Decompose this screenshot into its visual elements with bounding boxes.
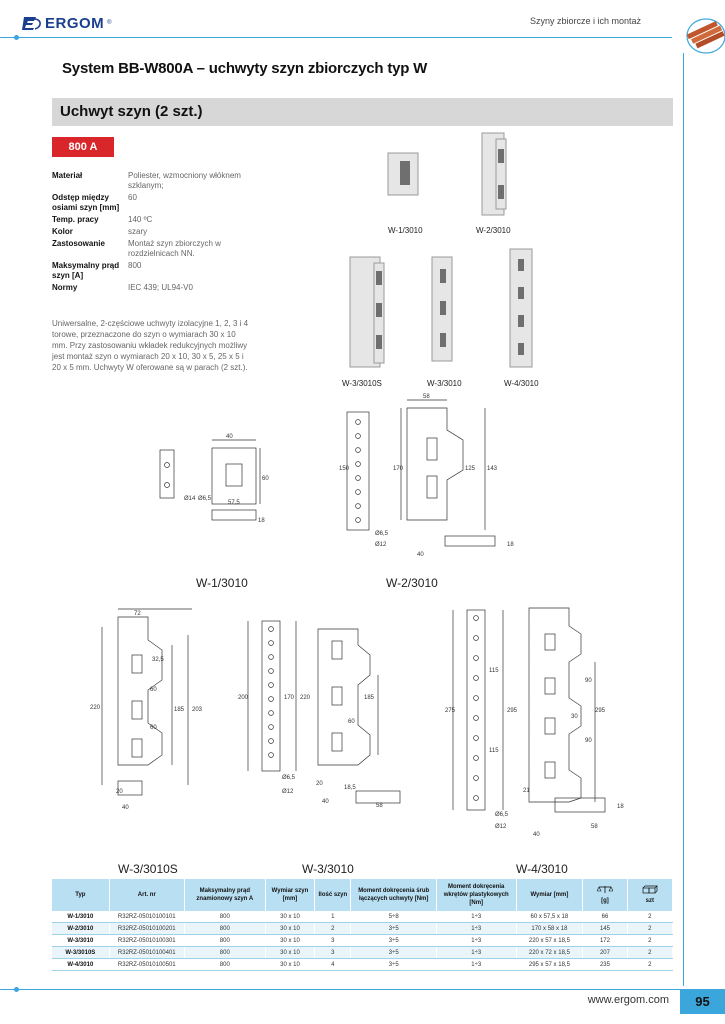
table-header-row xyxy=(52,879,673,911)
spec-value: 140 ºC xyxy=(128,215,153,224)
table-cell: 1÷3 xyxy=(436,947,516,959)
spec-row xyxy=(52,193,252,215)
page-number: 95 xyxy=(680,989,725,1014)
table-cell: 5÷8 xyxy=(351,911,436,923)
svg-text:57,5: 57,5 xyxy=(228,500,240,506)
right-margin-rule xyxy=(683,53,684,986)
drawing-label-w4: W-4/3010 xyxy=(516,862,568,876)
svg-text:32,5: 32,5 xyxy=(152,657,164,663)
spec-row xyxy=(52,227,252,239)
table-header-art-nr: Art. nr xyxy=(109,879,184,911)
svg-text:143: 143 xyxy=(487,466,498,472)
svg-text:275: 275 xyxy=(445,708,456,714)
drawing-label-w3s: W-3/3010S xyxy=(118,862,178,876)
table-cell: 4 xyxy=(315,959,351,971)
table-cell: 220 x 57 x 18,5 xyxy=(516,935,583,947)
table-cell: 3 xyxy=(315,935,351,947)
table-cell: 2 xyxy=(627,923,672,935)
spec-row xyxy=(52,171,252,193)
table-header-max-current: Maksymalny prąd znamionowy szyn A xyxy=(184,879,265,911)
table-cell: 220 x 72 x 18,5 xyxy=(516,947,583,959)
table-header-bar-count: Ilość szyn xyxy=(315,879,351,911)
table-cell: 3÷5 xyxy=(351,947,436,959)
table-cell: R32RZ-05010100401 xyxy=(109,947,184,959)
table-cell: 2 xyxy=(315,923,351,935)
table-header-bar-size: Wymiar szyn [mm] xyxy=(265,879,314,911)
svg-text:170: 170 xyxy=(393,466,404,472)
photo-row-top xyxy=(386,125,536,235)
spec-key: Normy xyxy=(52,283,78,292)
section-title: Uchwyt szyn (2 szt.) xyxy=(60,103,203,120)
table-cell: 3÷5 xyxy=(351,959,436,971)
spec-key: Zastosowanie xyxy=(52,239,105,248)
svg-text:115: 115 xyxy=(489,668,499,674)
spec-key: Kolor xyxy=(52,227,73,236)
svg-text:Ø6,5: Ø6,5 xyxy=(198,496,212,502)
header-rule xyxy=(0,37,672,38)
photo-label-w3s: W-3/3010S xyxy=(342,379,382,388)
svg-text:200: 200 xyxy=(238,695,249,701)
svg-text:220: 220 xyxy=(300,695,311,701)
svg-text:58: 58 xyxy=(376,803,383,809)
svg-text:30: 30 xyxy=(571,714,578,720)
table-row xyxy=(52,959,673,971)
table-row xyxy=(52,935,673,947)
svg-text:220: 220 xyxy=(90,705,101,711)
table-cell: 2 xyxy=(627,959,672,971)
svg-text:Ø12: Ø12 xyxy=(282,789,294,795)
table-cell: 2 xyxy=(627,911,672,923)
spec-value: szary xyxy=(128,227,148,236)
svg-text:90: 90 xyxy=(585,678,592,684)
footer-url[interactable]: www.ergom.com xyxy=(587,994,669,1006)
table-cell: 1÷3 xyxy=(436,923,516,935)
table-cell: 170 x 58 x 18 xyxy=(516,923,583,935)
svg-text:Ø6,5: Ø6,5 xyxy=(282,775,296,781)
photo-label-w3: W-3/3010 xyxy=(427,379,462,388)
table-row xyxy=(52,911,673,923)
spec-key: Odstęp między osiami szyn [mm] xyxy=(52,193,120,212)
drawing-w3s xyxy=(88,605,228,820)
table-cell: 800 xyxy=(184,935,265,947)
table-cell: 207 xyxy=(583,947,627,959)
table-cell: 30 x 10 xyxy=(265,947,314,959)
svg-text:Ø6,5: Ø6,5 xyxy=(495,812,509,818)
table-cell: 172 xyxy=(583,935,627,947)
photo-label-w4: W-4/3010 xyxy=(504,379,539,388)
svg-text:40: 40 xyxy=(322,799,329,805)
table-cell: W-3/3010 xyxy=(52,935,109,947)
photo-w3s xyxy=(350,257,384,367)
spec-value: IEC 439; UL94-V0 xyxy=(128,283,193,292)
pieces-unit: szt xyxy=(645,898,654,904)
spec-row xyxy=(52,215,252,227)
table-cell: 30 x 10 xyxy=(265,923,314,935)
svg-text:18: 18 xyxy=(507,542,514,548)
drawing-w2 xyxy=(335,390,520,560)
brand-registered-mark: ® xyxy=(107,20,112,26)
spec-key: Materiał xyxy=(52,171,83,180)
table-cell: 60 x 57,5 x 18 xyxy=(516,911,583,923)
footer-rule xyxy=(0,989,680,990)
header-section-title: Szyny zbiorcze i ich montaż xyxy=(529,16,641,26)
photo-row-middle xyxy=(340,245,550,375)
table-cell: 800 xyxy=(184,911,265,923)
current-rating-badge: 800 A xyxy=(52,137,114,157)
svg-text:60: 60 xyxy=(262,476,269,482)
table-header-screw-torque: Moment dokręcenia wkrętów plastykowych [Nm] xyxy=(436,879,516,911)
brand-name: ERGOM xyxy=(45,14,105,32)
table-cell: 1÷3 xyxy=(436,959,516,971)
table-cell: 30 x 10 xyxy=(265,911,314,923)
photo-label-w1: W-1/3010 xyxy=(388,226,423,235)
svg-text:295: 295 xyxy=(595,708,606,714)
spec-row xyxy=(52,283,252,295)
svg-text:18: 18 xyxy=(258,518,265,524)
drawing-w4 xyxy=(445,602,630,837)
spec-key: Temp. pracy xyxy=(52,215,99,224)
table-cell: W-3/3010S xyxy=(52,947,109,959)
table-cell: 30 x 10 xyxy=(265,935,314,947)
svg-text:115: 115 xyxy=(489,748,499,754)
drawing-w1 xyxy=(150,430,270,540)
table-cell: 3 xyxy=(315,947,351,959)
spec-key: Maksymalny prąd szyn [A] xyxy=(52,261,120,280)
table-cell: 66 xyxy=(583,911,627,923)
spec-value: Poliester, wzmocniony włóknem szklanym; xyxy=(128,171,241,190)
svg-text:170: 170 xyxy=(284,695,295,701)
weight-unit: [g] xyxy=(601,898,609,904)
svg-text:90: 90 xyxy=(585,738,592,744)
drawing-label-w3: W-3/3010 xyxy=(302,862,354,876)
spec-row xyxy=(52,261,252,283)
photo-w2 xyxy=(482,133,506,215)
svg-text:60: 60 xyxy=(348,719,355,725)
svg-text:40: 40 xyxy=(122,805,129,811)
table-cell: 2 xyxy=(627,947,672,959)
svg-text:40: 40 xyxy=(533,832,540,837)
table-cell: R32RZ-05010100501 xyxy=(109,959,184,971)
svg-text:40: 40 xyxy=(417,552,424,558)
table-cell: 235 xyxy=(583,959,627,971)
svg-text:295: 295 xyxy=(507,708,518,714)
package-icon xyxy=(642,885,658,894)
table-cell: 1÷3 xyxy=(436,935,516,947)
product-description: Uniwersalne, 2-częściowe uchwyty izolacyjne 1, 2, 3 i 4 torowe, przeznaczone do szyn o wymiarach 30 x 10 mm. Przy zastosowaniu wkładek redukcyjnych możliwy jest montaż szyn o wymiarach 20 x 10, 30 x 5, 25 x 5 i 20 x 5 mm. Uchwyty W oferowane są w parach (2 szt.). xyxy=(52,319,249,372)
busbar-icon xyxy=(679,14,725,54)
svg-text:Ø6,5: Ø6,5 xyxy=(375,531,389,537)
spec-value: Montaż szyn zbiorczych w rozdzielnicach NN. xyxy=(128,239,221,258)
table-cell: 1 xyxy=(315,911,351,923)
table-row xyxy=(52,923,673,935)
spec-table xyxy=(52,171,252,295)
svg-text:21: 21 xyxy=(523,788,530,794)
table-cell: 800 xyxy=(184,947,265,959)
svg-text:18: 18 xyxy=(617,804,624,810)
table-cell: 800 xyxy=(184,959,265,971)
svg-text:185: 185 xyxy=(364,695,375,701)
drawing-w3 xyxy=(238,615,413,820)
table-cell: 3÷5 xyxy=(351,935,436,947)
svg-text:72: 72 xyxy=(134,611,141,617)
table-cell: R32RZ-05010100301 xyxy=(109,935,184,947)
ergom-logo xyxy=(22,12,132,34)
svg-text:60: 60 xyxy=(150,687,157,693)
svg-text:60: 60 xyxy=(150,725,157,731)
svg-text:Ø12: Ø12 xyxy=(495,824,507,830)
svg-text:Ø14: Ø14 xyxy=(184,496,196,502)
spec-value: 800 xyxy=(128,261,142,270)
svg-text:58: 58 xyxy=(423,394,430,400)
spec-row xyxy=(52,239,252,261)
spec-value: 60 xyxy=(128,193,137,202)
table-header-pieces xyxy=(627,879,672,911)
drawing-label-w1: W-1/3010 xyxy=(196,576,248,590)
table-cell: 1÷3 xyxy=(436,911,516,923)
table-header-type: Typ xyxy=(52,879,109,911)
header-rule-dot xyxy=(14,35,19,40)
table-header-dimensions: Wymiar [mm] xyxy=(516,879,583,911)
photo-w1 xyxy=(388,153,418,195)
table-cell: 2 xyxy=(627,935,672,947)
svg-text:58: 58 xyxy=(591,824,598,830)
photo-w3 xyxy=(432,257,452,361)
footer-rule-dot xyxy=(14,987,19,992)
svg-text:125: 125 xyxy=(465,466,476,472)
table-header-weight xyxy=(583,879,627,911)
svg-text:20: 20 xyxy=(116,789,123,795)
ergom-logo-icon xyxy=(22,14,42,32)
scale-icon xyxy=(597,885,613,894)
table-cell: 800 xyxy=(184,923,265,935)
photo-label-w2: W-2/3010 xyxy=(476,226,511,235)
drawing-label-w2: W-2/3010 xyxy=(386,576,438,590)
table-row xyxy=(52,947,673,959)
svg-text:18,5: 18,5 xyxy=(344,785,356,791)
table-cell: 295 x 57 x 18,5 xyxy=(516,959,583,971)
table-header-bolt-torque: Moment dokręcenia śrub łączących uchwyty [Nm] xyxy=(351,879,436,911)
svg-text:20: 20 xyxy=(316,781,323,787)
table-cell: W-1/3010 xyxy=(52,911,109,923)
table-cell: R32RZ-05010100101 xyxy=(109,911,184,923)
svg-text:40: 40 xyxy=(226,434,233,440)
table-cell: 3÷5 xyxy=(351,923,436,935)
product-table xyxy=(52,879,673,971)
svg-text:203: 203 xyxy=(192,707,203,713)
table-cell: R32RZ-05010100201 xyxy=(109,923,184,935)
svg-text:185: 185 xyxy=(174,707,185,713)
photo-w4 xyxy=(510,249,532,367)
svg-text:150: 150 xyxy=(339,466,350,472)
table-cell: 145 xyxy=(583,923,627,935)
table-cell: W-4/3010 xyxy=(52,959,109,971)
table-cell: 30 x 10 xyxy=(265,959,314,971)
svg-text:Ø12: Ø12 xyxy=(375,542,387,548)
table-cell: W-2/3010 xyxy=(52,923,109,935)
page-title: System BB-W800A – uchwyty szyn zbiorczych typ W xyxy=(62,60,428,77)
